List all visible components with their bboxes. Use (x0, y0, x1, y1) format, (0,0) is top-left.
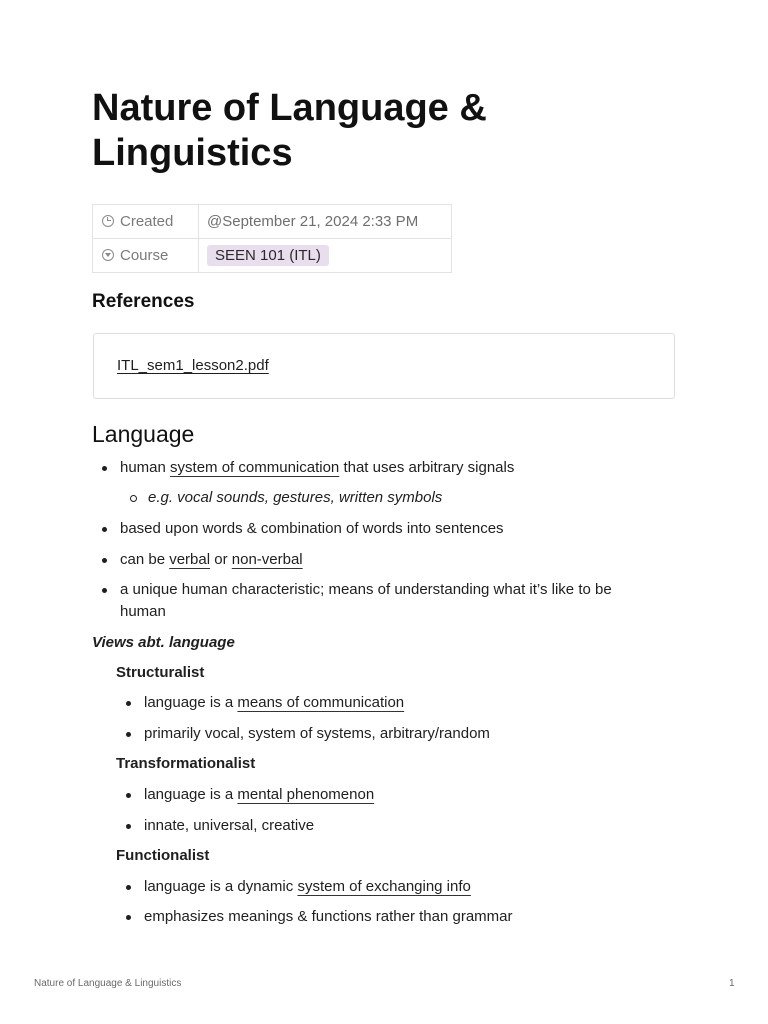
list-item: based upon words & combination of words into sentences (120, 520, 504, 537)
bullet-dot (126, 915, 131, 920)
functionalist-heading: Functionalist (116, 847, 210, 864)
bullet-dot (126, 885, 131, 890)
created-value: @September 21, 2024 2:33 PM (199, 205, 452, 239)
sub-list-item: e.g. vocal sounds, gestures, written symbols (148, 489, 443, 506)
bullet-dot (102, 527, 107, 532)
course-value-cell (199, 239, 452, 273)
course-tag[interactable]: SEEN 101 (ITL) (207, 245, 329, 266)
created-label: Created (120, 213, 174, 230)
references-heading: References (92, 291, 195, 312)
property-row-course (93, 239, 452, 273)
list-item-line-1: a unique human characteristic; means of understanding what it’s like to be (120, 581, 612, 598)
page-title: Nature of Language & Linguistics (92, 87, 487, 174)
list-item: language is a dynamic system of exchanging info (144, 878, 471, 895)
views-heading: Views abt. language (92, 634, 235, 651)
link-mental-phenomenon[interactable]: mental phenomenon (237, 786, 375, 803)
structuralist-heading: Structuralist (116, 664, 205, 681)
properties-table (92, 204, 452, 273)
references-box (93, 333, 675, 399)
list-item: emphasizes meanings & functions rather than grammar (144, 908, 513, 925)
list-item: human system of communication that uses arbitrary signals (120, 459, 515, 476)
link-means-of-communication[interactable]: means of communication (237, 694, 405, 711)
property-key-created (93, 205, 199, 239)
sub-bullet-circle (130, 495, 137, 502)
clock-icon (102, 215, 114, 227)
footer-page-number: 1 (729, 978, 735, 989)
list-item: language is a means of communication (144, 694, 405, 711)
list-item: innate, universal, creative (144, 817, 315, 834)
link-non-verbal[interactable]: non-verbal (231, 551, 303, 568)
bullet-dot (102, 588, 107, 593)
footer-title: Nature of Language & Linguistics (34, 978, 182, 989)
link-system-of-exchanging-info[interactable]: system of exchanging info (297, 878, 471, 895)
bullet-dot (126, 793, 131, 798)
bullet-dot (102, 466, 107, 471)
transformationalist-heading: Transformationalist (116, 755, 256, 772)
property-row-created (93, 205, 452, 239)
bullet-dot (126, 732, 131, 737)
bullet-dot (126, 701, 131, 706)
list-item: primarily vocal, system of systems, arbitrary/random (144, 725, 490, 742)
list-item-line-2: human (120, 603, 166, 620)
bullet-dot (126, 824, 131, 829)
link-system-of-communication[interactable]: system of communication (170, 459, 340, 476)
course-label: Course (120, 247, 169, 264)
list-item: language is a mental phenomenon (144, 786, 375, 803)
list-item: can be verbal or non-verbal (120, 551, 303, 568)
reference-file-link[interactable]: ITL_sem1_lesson2.pdf (117, 357, 269, 374)
language-heading: Language (92, 421, 195, 447)
property-key-course (93, 239, 199, 273)
select-icon (102, 249, 114, 261)
link-verbal[interactable]: verbal (169, 551, 211, 568)
bullet-dot (102, 558, 107, 563)
